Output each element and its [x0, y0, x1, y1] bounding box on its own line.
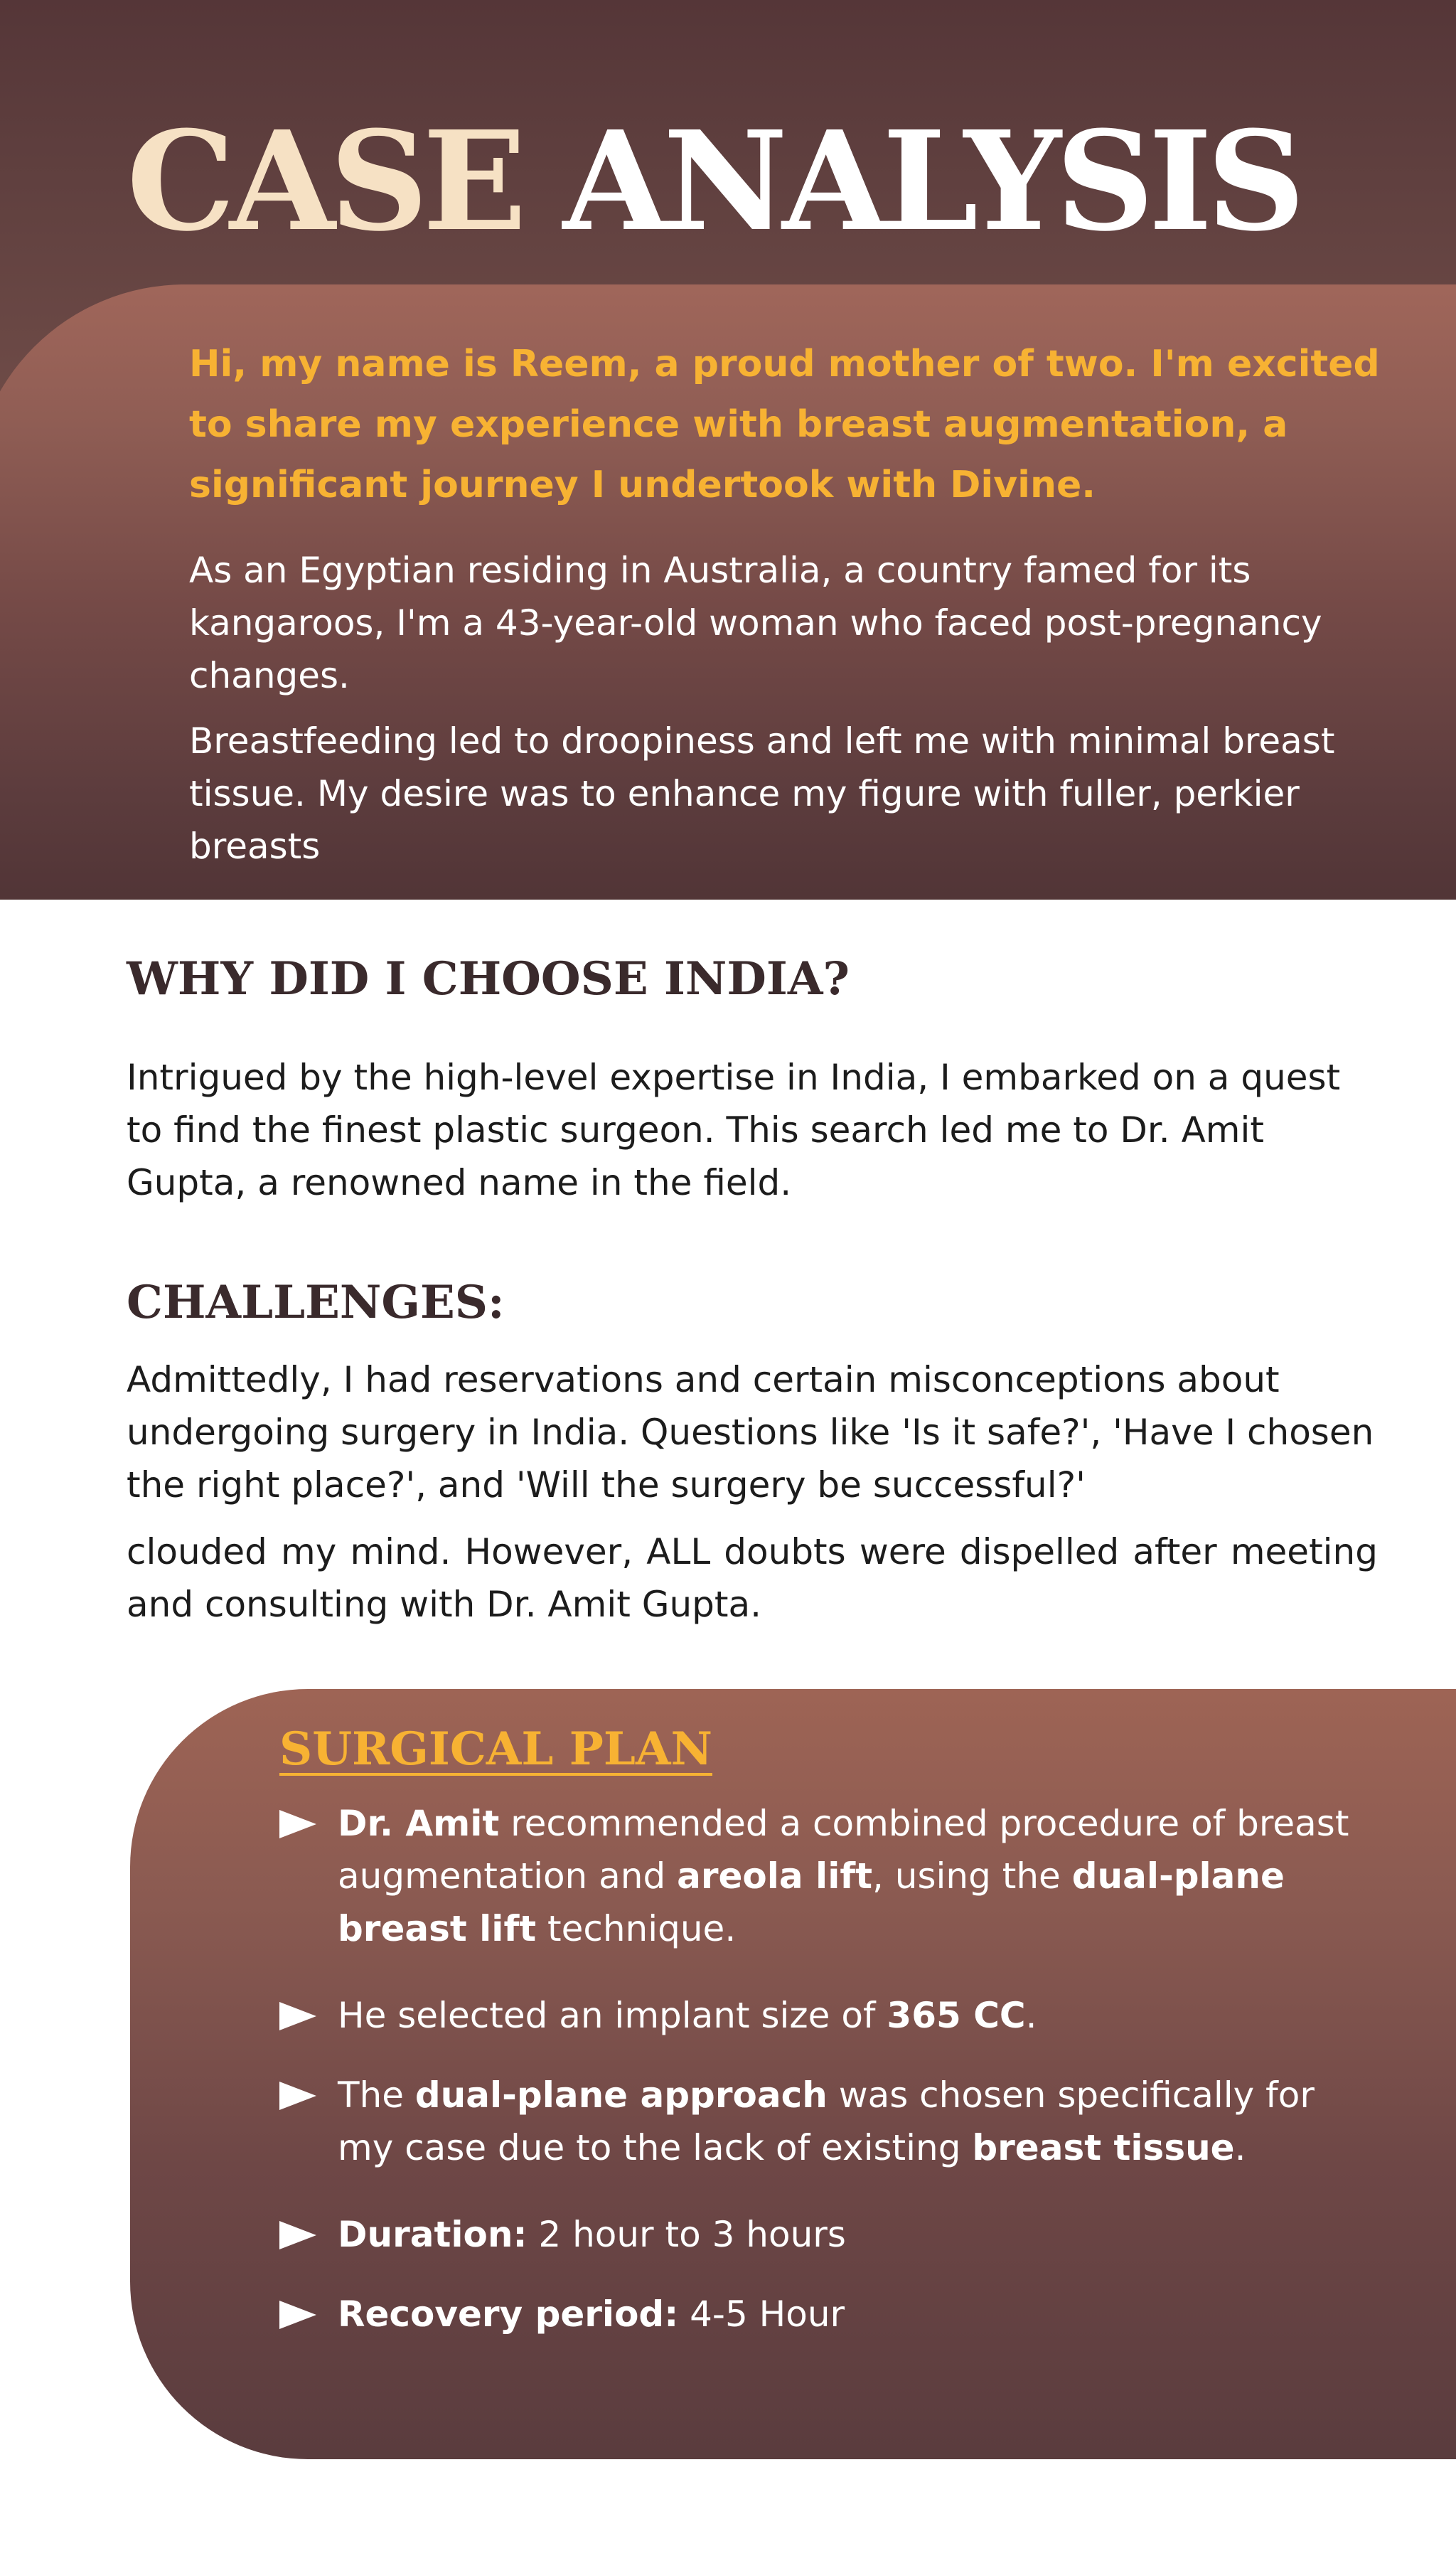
text-fragment: technique. [536, 1908, 737, 1949]
plan-item-text [338, 1797, 1381, 1955]
hero-paragraph-1: As an Egyptian residing in Australia, a country famed for its kangaroos, I'm a 43-year-old woman who faced post-pregnancy changes. [189, 550, 1322, 696]
duration-value: 2 hour to 3 hours [527, 2214, 846, 2255]
hero-section [0, 0, 1456, 900]
why-india-heading: WHY DID I CHOOSE INDIA? [127, 952, 850, 1006]
bold-doctor: Dr. Amit [338, 1803, 500, 1844]
plan-item-approach [279, 2069, 1381, 2174]
surgical-plan-heading: SURGICAL PLAN [279, 1722, 712, 1776]
text-fragment: recommended a combined procedure of breast augmentation and [338, 1803, 1349, 1897]
arrow-bullet-icon [279, 2082, 316, 2110]
arrow-bullet-icon [279, 2301, 316, 2329]
title-word-analysis: ANALYSIS [562, 102, 1300, 262]
plan-item-text [338, 2069, 1381, 2174]
plan-item-procedure [279, 1797, 1381, 1955]
surgical-plan-card [130, 1689, 1456, 2459]
intro-text: Hi, my name is Reem, a proud mother of two. I'm excited to share my experience with breast augmentation, a significant journey I undertook with Divine. [189, 343, 1380, 506]
arrow-bullet-icon [279, 2221, 316, 2249]
title-word-case: CASE [127, 102, 521, 262]
bold-technique: dual-plane breast lift [338, 1855, 1285, 1949]
recovery-label: Recovery period: [338, 2294, 679, 2335]
bold-areola-lift: areola lift [677, 1855, 872, 1897]
bold-breast-tissue: breast tissue [972, 2127, 1235, 2168]
plan-item-duration [279, 2208, 1381, 2261]
plan-item-text [338, 1989, 1381, 2042]
bold-approach: dual-plane approach [414, 2074, 828, 2116]
challenges-heading: CHALLENGES: [127, 1276, 505, 1329]
text-fragment: . [1025, 1995, 1037, 2036]
plan-item-recovery [279, 2288, 1381, 2340]
text-fragment: He selected an implant size of [338, 1995, 887, 2036]
recovery-value: 4-5 Hour [678, 2294, 845, 2335]
bold-implant-size: 365 CC [887, 1995, 1026, 2036]
arrow-bullet-icon [279, 1810, 316, 1838]
text-fragment: was chosen specifically for my case due to the lack of existing [338, 2074, 1315, 2168]
challenges-text-1: Admittedly, I had reservations and certain misconceptions about undergoing surgery in India. Questions like 'Is it safe?', 'Have I chosen the right place?', and 'Will the surgery be successful?' [127, 1359, 1374, 1506]
page-title [127, 102, 1300, 262]
plan-item-implant-size [279, 1989, 1381, 2042]
text-fragment: , using the [872, 1855, 1072, 1897]
hero-paragraph-2: Breastfeeding led to droopiness and left me with minimal breast tissue. My desire was to enhance my figure with fuller, perkier breasts [189, 720, 1335, 867]
why-india-text: Intrigued by the high-level expertise in India, I embarked on a quest to find the finest plastic surgeon. This search led me to Dr. Amit Gupta, a renowned name in the field. [127, 1057, 1341, 1203]
text-fragment: The [338, 2074, 415, 2116]
duration-label: Duration: [338, 2214, 528, 2255]
arrow-bullet-icon [279, 2002, 316, 2030]
plan-item-text [338, 2288, 1381, 2340]
plan-item-text [338, 2208, 1381, 2261]
challenges-text-2: clouded my mind. However, ALL doubts were dispelled after meeting and consulting with Dr. Amit Gupta. [127, 1531, 1378, 1625]
text-fragment: . [1234, 2127, 1246, 2168]
